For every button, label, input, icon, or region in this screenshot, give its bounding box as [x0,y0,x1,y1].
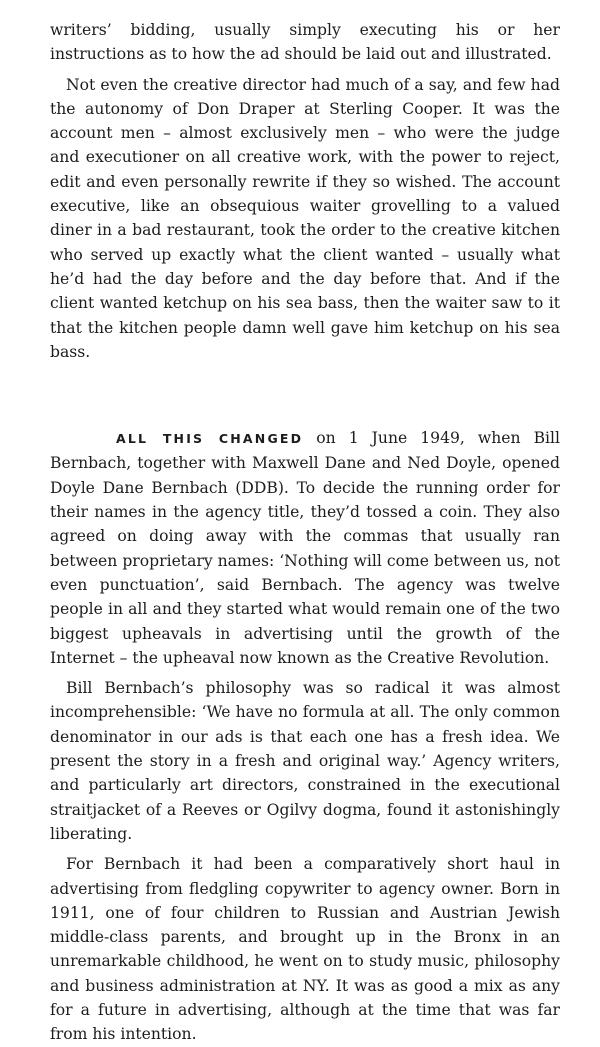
body-paragraph: For Bernbach it had been a comparatively short haul in advertising from fledgling copywriter to agency owner. Born in 1911, one of four children to Russian and Austrian Jewish middle-class parents, and brought up in the Bronx in an unremarkable childhood, he went on to study music, philosophy and business administration at NY. It was as good a mix as any for a future in advertising, although at the time that was far from his intention. [50,855,560,1044]
section-opening-text: on 1 June 1949, when Bill Bernbach, together with Maxwell Dane and Ned Doyle, opened Doyle Dane Bernbach (DDB). To decide the running order for their names in the agency title, they’d tossed a coin. They also agreed on doing away with the commas that usually ran between proprietary names: ‘Nothing will come between us, not even punctuation’, said Bernbach. The agency was twelve people in all and they started what would remain one of the two biggest upheavals in advertising until the growth of the Internet – the upheaval now known as the Creative Revolution. [50,429,560,667]
body-paragraph: Bill Bernbach’s philosophy was so radical it was almost incomprehensible: ‘We have no formula at all. The only common denominator in our ads is that each one has a fresh idea. We present the story in a fresh and original way.’ Agency writers, and particularly art directors, constrained in the executional straitjacket of a Reeves or Ogilvy dogma, found it astonishingly liberating. [50,679,560,843]
section-lead-in: ALL THIS CHANGED [116,431,304,447]
section-opening-paragraph [50,426,560,670]
body-paragraph: Not even the creative director had much of a say, and few had the autonomy of Don Draper at Sterling Cooper. It was the account men – almost exclusively men – who were the judge and executioner on all creative work, with the power to reject, edit and even personally rewrite if they so wished. The account executive, like an obsequious waiter grovelling to a valued diner in a bad restaurant, took the order to the creative kitchen who served up exactly what the client wanted – usually what he’d had the day before and the day before that. And if the client wanted ketchup on his sea bass, then the waiter saw to it that the kitchen people damn well gave him ketchup on his sea bass. [50,75,560,361]
section-break [50,370,560,426]
body-paragraph: writers’ bidding, usually simply executing his or her instructions as to how the ad should be laid out and illustrated. [50,21,560,64]
